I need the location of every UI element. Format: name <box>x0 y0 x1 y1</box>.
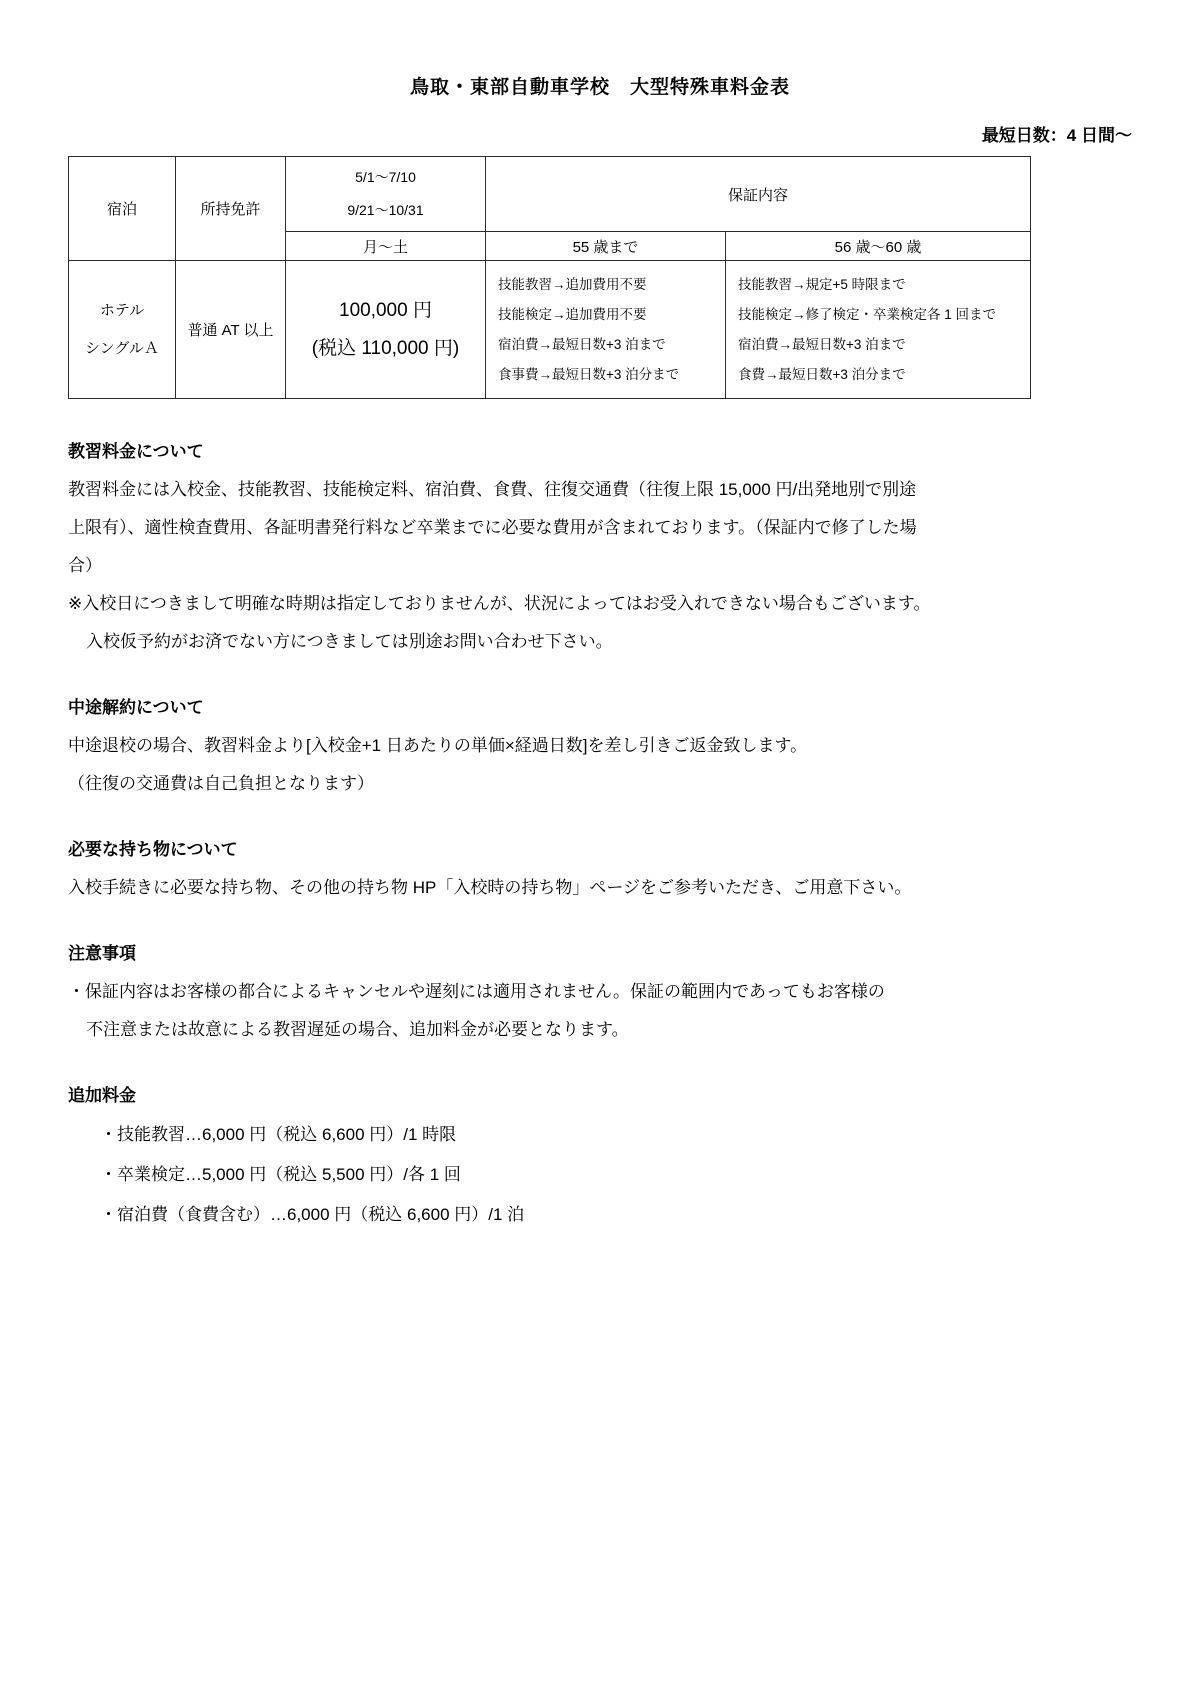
header-stay: 宿泊 <box>69 157 176 261</box>
guarantee-line: 食費→最短日数+3 泊分まで <box>738 366 906 382</box>
body-line: 入校仮予約がお済でない方につきましては別途お問い合わせ下さい。 <box>86 632 613 651</box>
header-guarantee: 保証内容 <box>486 157 1031 232</box>
header-weekday: 月～土 <box>286 232 486 261</box>
section-cancel <box>68 689 1132 803</box>
guarantee-line: 食事費→最短日数+3 泊分まで <box>498 366 680 382</box>
section-heading-items: 必要な持ち物について <box>68 840 238 859</box>
body-line: ・宿泊費（食費含む）…6,000 円（税込 6,600 円）/1 泊 <box>100 1205 525 1224</box>
section-heading-cancel: 中途解約について <box>68 698 204 717</box>
table-header-row-1 <box>69 157 1031 232</box>
section-items <box>68 831 1132 907</box>
header-period <box>286 157 486 232</box>
guarantee-line: 宿泊費→最短日数+3 泊まで <box>498 336 666 352</box>
body-line: 中途退校の場合、教習料金より[入校金+1 日あたりの単価×経過日数]を差し引きご返金致します。 <box>68 736 808 755</box>
header-age56-60: 56 歳～60 歳 <box>726 232 1031 261</box>
body-line: ・卒業検定…5,000 円（税込 5,500 円）/各 1 回 <box>100 1165 461 1184</box>
body-line: （往復の交通費は自己負担となります） <box>68 774 374 793</box>
body-line: 入校手続きに必要な持ち物、その他の持ち物 HP「入校時の持ち物」ページをご参考いただき、ご用意下さい。 <box>68 878 912 897</box>
period-line-2: 9/21～10/31 <box>347 202 424 218</box>
section-heading-fees: 教習料金について <box>68 442 204 461</box>
price-line-1: 100,000 円 <box>339 299 432 321</box>
body-line: 不注意または故意による教習遅延の場合、追加料金が必要となります。 <box>86 1020 629 1039</box>
header-age55: 55 歳まで <box>486 232 726 261</box>
section-extra <box>68 1077 1132 1235</box>
table-row <box>69 261 1031 399</box>
section-heading-extra: 追加料金 <box>68 1086 136 1105</box>
cell-guarantee-56-60 <box>726 261 1031 399</box>
body-line: ※入校日につきまして明確な時期は指定しておりませんが、状況によってはお受入れできない場合もございます。 <box>68 594 931 613</box>
guarantee-line: 技能教習→規定+5 時限まで <box>738 276 906 292</box>
price-line-2: (税込 110,000 円) <box>311 337 460 359</box>
cell-stay <box>69 261 176 399</box>
section-fees <box>68 433 1132 661</box>
cell-license: 普通 AT 以上 <box>176 261 286 399</box>
guarantee-line: 宿泊費→最短日数+3 泊まで <box>738 336 906 352</box>
stay-line-1: ホテル <box>99 301 145 319</box>
guarantee-line: 技能検定→修了検定・卒業検定各 1 回まで <box>738 306 997 322</box>
header-license: 所持免許 <box>176 157 286 261</box>
body-line: 合） <box>68 556 102 575</box>
cell-guarantee-55 <box>486 261 726 399</box>
body-line: 教習料金には入校金、技能教習、技能検定料、宿泊費、食費、往復交通費（往復上限 15,000 円/出発地別で別途 <box>68 480 917 499</box>
cell-price <box>286 261 486 399</box>
body-line: ・技能教習…6,000 円（税込 6,600 円）/1 時限 <box>100 1125 457 1144</box>
body-line: 上限有）、適性検査費用、各証明書発行料など卒業までに必要な費用が含まれております。（保証内で修了した場 <box>68 518 917 537</box>
price-table <box>68 156 1031 399</box>
section-notes <box>68 935 1132 1049</box>
page-title: 鳥取・東部自動車学校 大型特殊車料金表 <box>409 77 790 98</box>
guarantee-line: 技能検定→追加費用不要 <box>498 306 647 322</box>
guarantee-line: 技能教習→追加費用不要 <box>498 276 647 292</box>
stay-line-2: シングルＡ <box>85 339 159 357</box>
min-days-note: 最短日数：4 日間～ <box>981 126 1132 145</box>
section-heading-notes: 注意事項 <box>68 944 136 963</box>
period-line-1: 5/1～7/10 <box>355 169 416 185</box>
body-line: ・保証内容はお客様の都合によるキャンセルや遅刻には適用されません。保証の範囲内であってもお客様の <box>68 982 885 1001</box>
